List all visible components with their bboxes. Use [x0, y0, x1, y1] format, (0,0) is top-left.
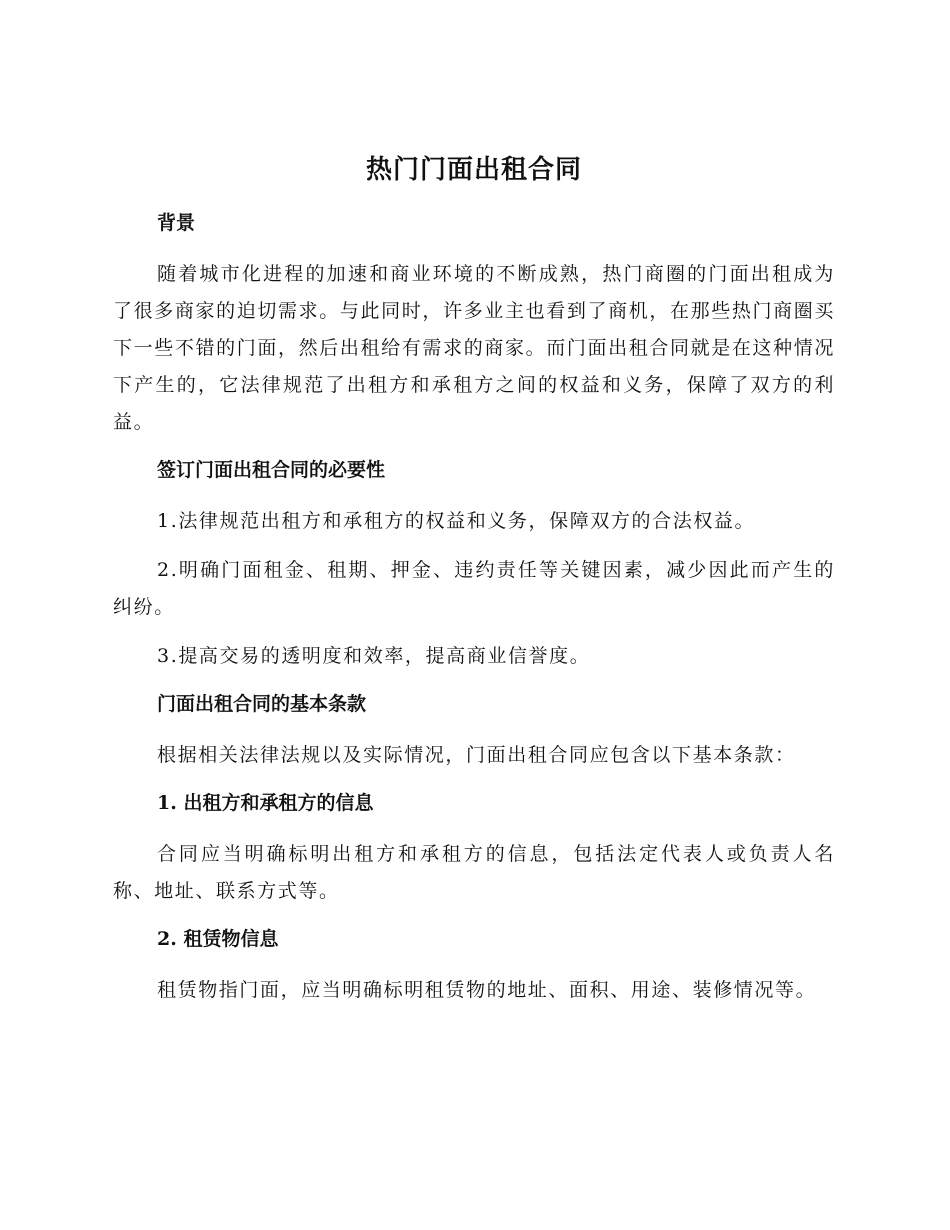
document-title: 热门门面出租合同 — [365, 155, 582, 185]
section-heading: 签订门面出租合同的必要性 — [157, 459, 386, 481]
paragraph: 随着城市化进程的加速和商业环境的不断成熟，热门商圈的门面出租成为了很多商家的迫切需求。与此同时，许多业主也看到了商机，在那些热门商圈买下一些不错的门面，然后出租给有需求的商家。而门面出租合同就是在这种情况下产生的，它法律规范了出租方和承租方之间的权益和义务，保障了双方的利益。 — [113, 263, 835, 433]
list-item: 1.法律规范出租方和承租方的权益和义务，保障双方的合法权益。 — [157, 510, 756, 532]
section-background — [113, 206, 835, 441]
document-page — [113, 148, 835, 1021]
section-lease-item — [113, 922, 835, 1009]
paragraph: 租赁物指门面，应当明确标明租赁物的地址、面积、用途、装修情况等。 — [157, 979, 817, 1001]
list-item: 3.提高交易的透明度和效率，提高商业信誉度。 — [157, 645, 591, 667]
section-heading: 2. 租赁物信息 — [157, 928, 279, 950]
paragraph: 合同应当明确标明出租方和承租方的信息，包括法定代表人或负责人名称、地址、联系方式等。 — [113, 843, 835, 902]
list-item: 2.明确门面租金、租期、押金、违约责任等关键因素，减少因此而产生的纠纷。 — [113, 559, 835, 618]
section-party-info — [113, 786, 835, 910]
paragraph: 根据相关法律法规以及实际情况，门面出租合同应包含以下基本条款： — [157, 744, 796, 766]
section-necessity — [113, 453, 835, 675]
section-heading: 门面出租合同的基本条款 — [157, 693, 367, 715]
section-heading: 1. 出租方和承租方的信息 — [157, 792, 374, 814]
section-heading: 背景 — [157, 212, 196, 234]
section-basic-terms — [113, 687, 835, 774]
